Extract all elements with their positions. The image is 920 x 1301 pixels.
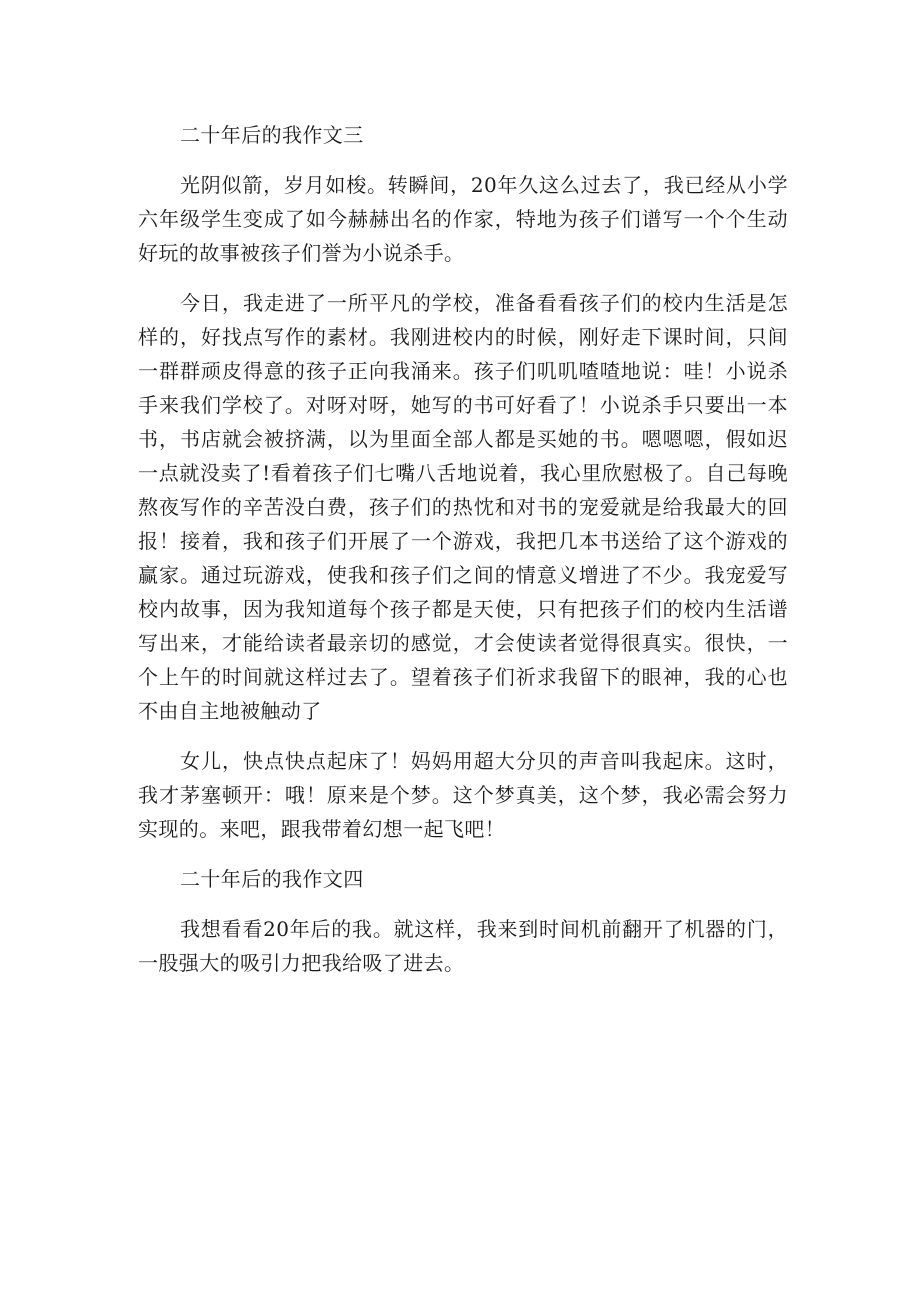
paragraph: 光阴似箭，岁月如梭。转瞬间，20年久这么过去了，我已经从小学六年级学生变成了如今赫赫出名的作家，特地为孩子们谱写一个个生动好玩的故事被孩子们誉为小说杀手。 [138,173,788,265]
paragraph: 我想看看20年后的我。就这样，我来到时间机前翻开了机器的门，一股强大的吸引力把我给吸了进去。 [138,917,788,975]
paragraph: 女儿，快点快点起床了！妈妈用超大分贝的声音叫我起床。这时，我才茅塞顿开：哦！原来是个梦。这个梦真美，这个梦，我必需会努力实现的。来吧，跟我带着幻想一起飞吧！ [138,749,788,841]
section-heading: 二十年后的我作文三 [180,123,364,147]
section-heading: 二十年后的我作文四 [180,867,364,891]
paragraph: 今日，我走进了一所平凡的学校，准备看看孩子们的校内生活是怎样的，好找点写作的素材。我刚进校内的时候，刚好走下课时间，只间一群群顽皮得意的孩子正向我涌来。孩子们叽叽喳喳地说：哇！小说杀手来我们学校了。对呀对呀，她写的书可好看了！小说杀手只要出一本书，书店就会被挤满，以为里面全部人都是买她的书。嗯嗯嗯，假如迟一点就没卖了!看着孩子们七嘴八舌地说着，我心里欣慰极了。自己每晚熬夜写作的辛苦没白费，孩子们的热忱和对书的宠爱就是给我最大的回报！接着，我和孩子们开展了一个游戏，我把几本书送给了这个游戏的赢家。通过玩游戏，使我和孩子们之间的情意义增进了不少。我宠爱写校内故事，因为我知道每个孩子都是天使，只有把孩子们的校内生活谱写出来，才能给读者最亲切的感觉，才会使读者觉得很真实。很快，一个上午的时间就这样过去了。望着孩子们祈求我留下的眼神，我的心也不由自主地被触动了 [138,291,788,723]
document-body [138,118,788,980]
